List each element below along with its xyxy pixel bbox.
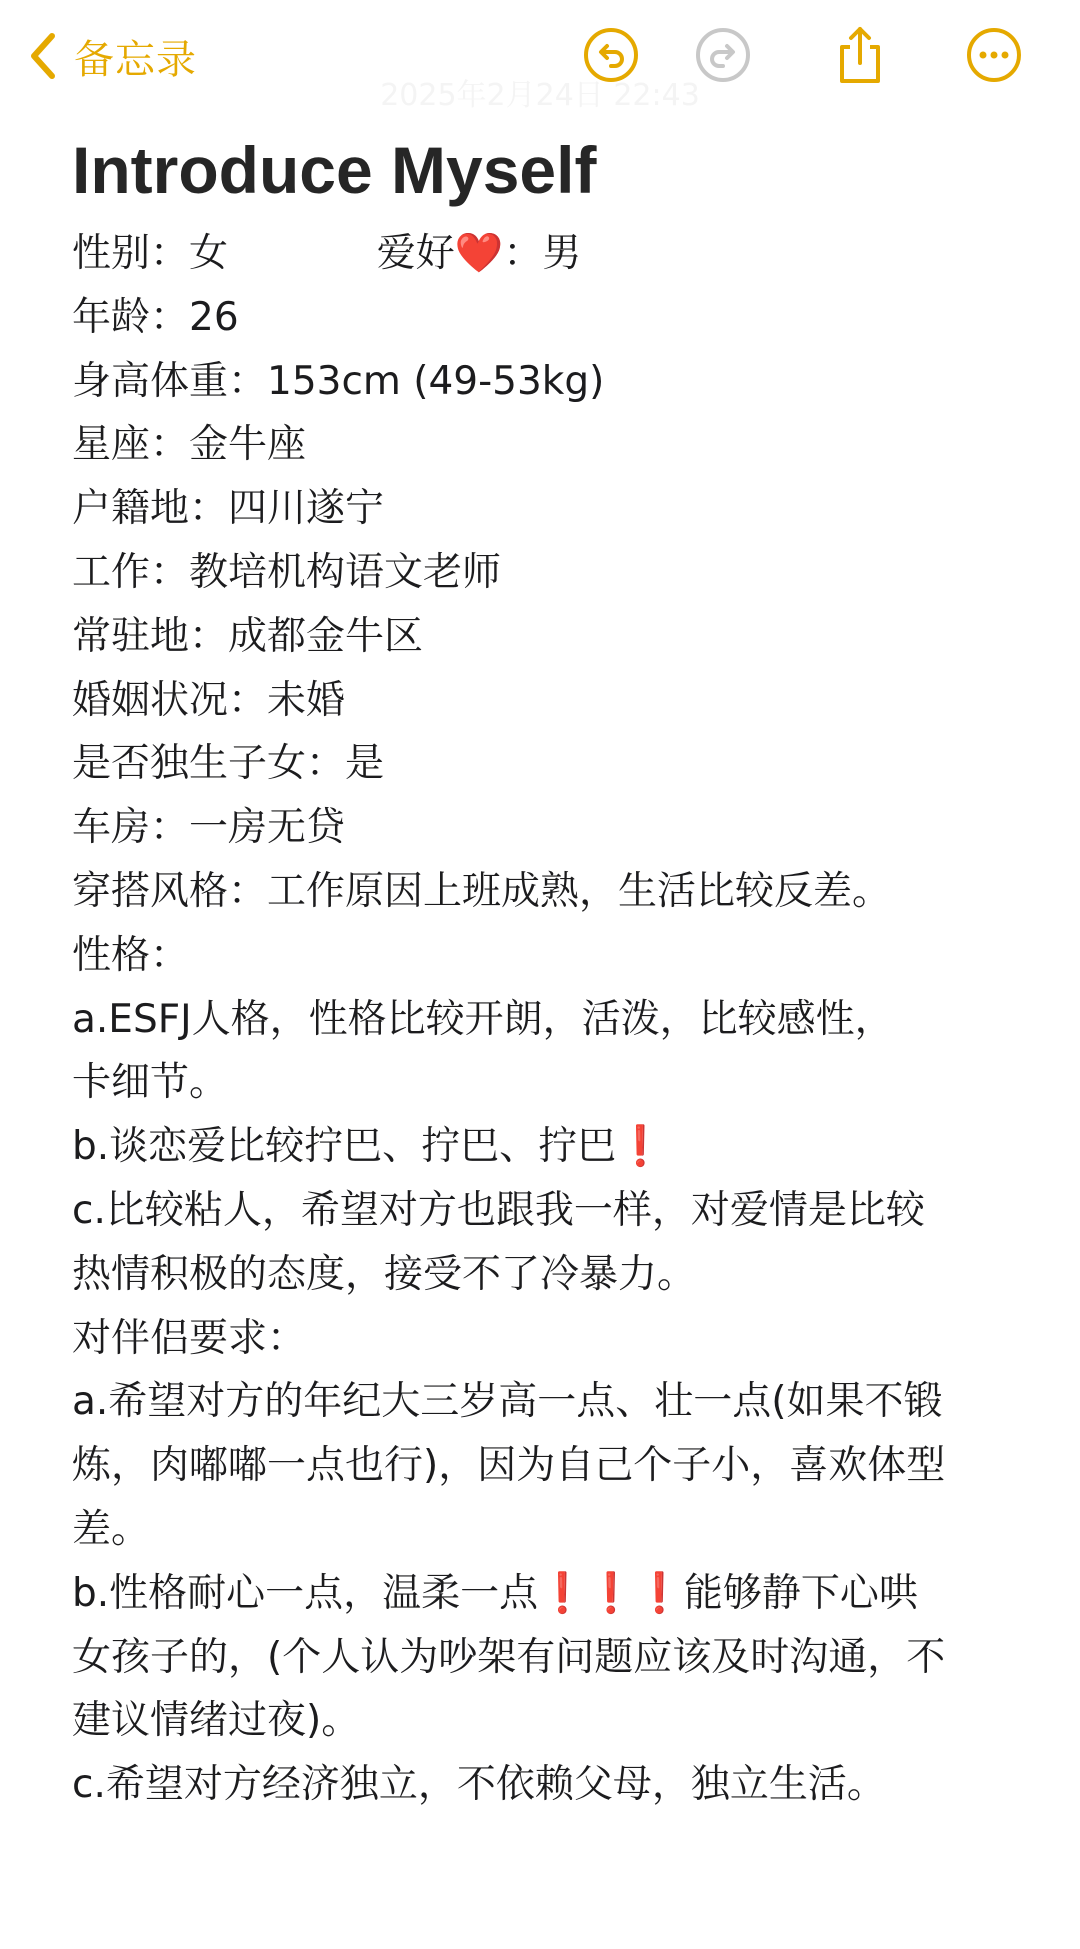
note-line: 对伴侣要求： <box>72 1315 307 1361</box>
more-button[interactable] <box>964 25 1024 85</box>
undo-icon <box>581 25 641 85</box>
note-line: 年龄：26 <box>72 294 239 340</box>
note-line: b.谈恋爱比较拧巴、拧巴、拧巴❗ <box>72 1124 665 1170</box>
note-line: c.比较粘人，希望对方也跟我一样，对爱情是比较 <box>72 1187 925 1233</box>
note-line: 星座：金牛座 <box>72 422 307 468</box>
share-icon <box>830 25 890 85</box>
note-line: 户籍地：四川遂宁 <box>72 486 385 532</box>
note-line: 穿搭风格：工作原因上班成熟，生活比较反差。 <box>72 868 892 914</box>
redo-button[interactable] <box>693 25 753 85</box>
note-lines <box>72 222 1032 1817</box>
note-line: b.性格耐心一点，温柔一点❗❗❗能够静下心哄 <box>72 1570 918 1616</box>
redo-icon <box>693 25 753 85</box>
note-line: a.ESFJ人格，性格比较开朗，活泼，比较感性， <box>72 996 894 1042</box>
note-line: 差。 <box>72 1506 151 1552</box>
more-icon <box>964 25 1024 85</box>
note-line: 建议情绪过夜)。 <box>72 1698 361 1744</box>
share-button[interactable] <box>830 25 890 85</box>
note-line: 婚姻状况：未婚 <box>72 677 346 723</box>
note-line: 车房：一房无贷 <box>72 805 346 851</box>
note-line: 是否独生子女：是 <box>72 741 385 787</box>
note-line: 性别：女 爱好❤️：男 <box>72 231 582 276</box>
note-body[interactable] <box>72 128 1032 1817</box>
back-button-label: 备忘录 <box>74 36 197 83</box>
note-line: 性格： <box>72 932 190 978</box>
note-line: c.希望对方经济独立，不依赖父母，独立生活。 <box>72 1762 886 1808</box>
note-line: 卡细节。 <box>72 1060 229 1106</box>
note-line: 炼，肉嘟嘟一点也行)，因为自己个子小，喜欢体型 <box>72 1443 946 1489</box>
note-line: a.希望对方的年纪大三岁高一点、壮一点(如果不锻 <box>72 1379 943 1425</box>
undo-button[interactable] <box>581 25 641 85</box>
note-line: 常驻地：成都金牛区 <box>72 613 424 659</box>
note-line: 热情积极的态度，接受不了冷暴力。 <box>72 1251 697 1297</box>
note-line: 工作：教培机构语文老师 <box>72 549 502 595</box>
note-line: 身高体重：153cm (49-53kg) <box>72 358 605 404</box>
note-line: 女孩子的，(个人认为吵架有问题应该及时沟通，不 <box>72 1634 946 1680</box>
navigation-bar <box>0 0 1080 113</box>
note-title: Introduce Myself <box>72 133 597 207</box>
note-date: 2025年2月24日 22:43 <box>380 78 700 113</box>
